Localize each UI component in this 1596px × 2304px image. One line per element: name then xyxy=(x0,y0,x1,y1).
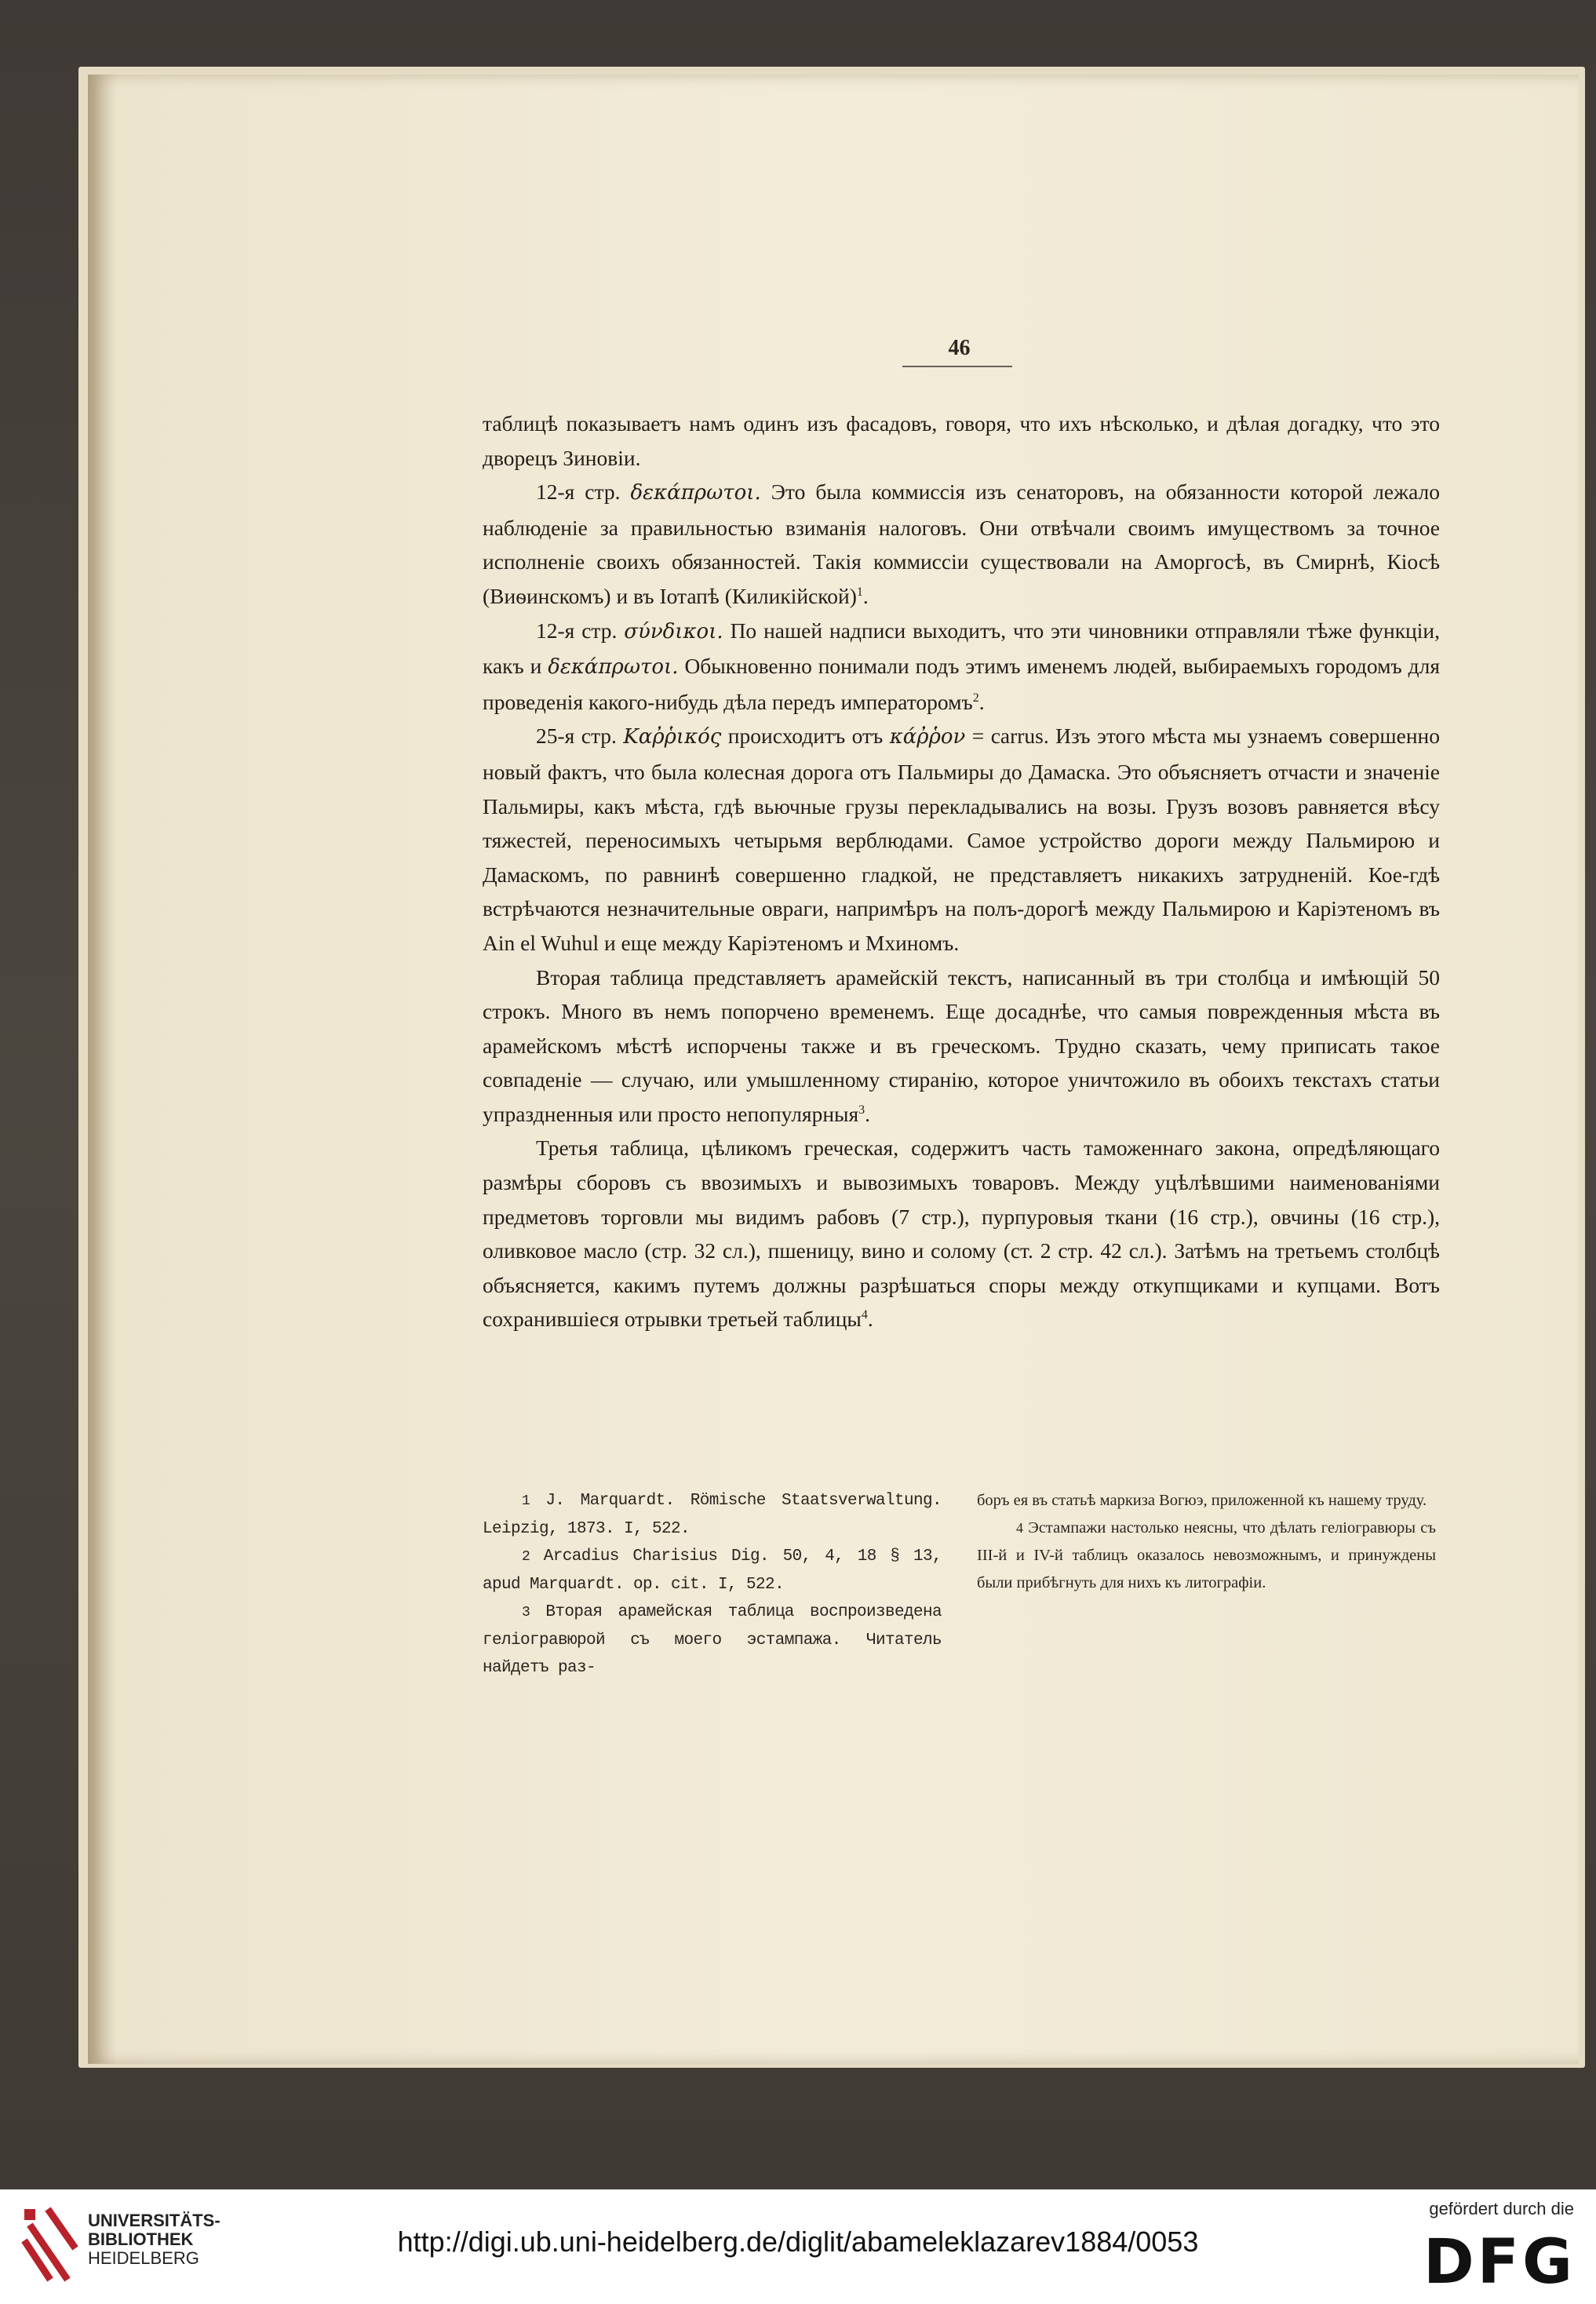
footnote-marker: 4 xyxy=(861,1308,868,1322)
body-paragraph xyxy=(483,475,1440,613)
text-run: 12-я стр. xyxy=(536,479,631,505)
greek-term: δεκάπρωτοι. xyxy=(548,655,679,680)
footnote xyxy=(977,1515,1436,1597)
text-run: Обыкновенно понимали подъ этимъ именемъ людей, выбираемыхъ городомъ для проведенія какого-нибудь дѣла передъ императоромъ xyxy=(483,654,1440,714)
text-run: Вторая таблица представляетъ арамейскій текстъ, написанный въ три столбца и имѣющій 50 строкъ. Много въ немъ попорчено временемъ. Еще досаднѣе, что самыя поврежденныя мѣста въ арамейскомъ мѣстѣ испорчены также и въ греческомъ. Трудно сказать, чему приписать такое совпаденіе — случаю, или умышленному стиранію, которое уничтожило въ обоихъ текстахъ статьи упраздненныя или просто непопулярныя xyxy=(483,964,1440,1126)
library-name-line3: HEIDELBERG xyxy=(88,2248,199,2268)
dfg-logo-icon[interactable]: DFG xyxy=(1423,2227,1576,2298)
text-run: 12-я стр. xyxy=(536,618,625,643)
body-paragraph xyxy=(483,961,1440,1132)
permalink-url[interactable]: http://digi.ub.uni-heidelberg.de/diglit/abameleklazarev1884/0053 xyxy=(397,2226,1199,2258)
footnote-text: Arcadius Charisius Dig. 50, 4, 18 § 13, apud Marquardt. op. cit. I, 522. xyxy=(483,1548,942,1594)
body-paragraph xyxy=(483,406,1440,475)
body-paragraph xyxy=(483,719,1440,960)
text-run: = carrus. Изъ этого мѣста мы узнаемъ совершенно новый фактъ, что была колесная дорога отъ Пальмиры до Дамаска. Это объясняетъ отчасти и значеніе Пальмиры, какъ мѣста, гдѣ вьючные грузы перекладывались на возы. Грузъ возовъ равняется вѣсу тяжестей, переносимыхъ четырьмя верблюдами. Самое устройство дороги между Пальмирою и Дамаскомъ, по равнинѣ совершенно гладкой, не представляетъ никакихъ затрудненій. Кое-гдѣ встрѣчаются незначительные овраги, напримѣръ на полъ-дорогѣ между Пальмирою и Каріэтеномъ въ Ain el Wuhul и еще между Каріэтеномъ и Мхиномъ. xyxy=(483,724,1441,955)
page-number: 46 xyxy=(948,336,971,360)
text-run: По нашей надписи выходитъ, что эти чиновники отправляли тѣже функціи, какъ и xyxy=(483,618,1440,679)
footnote-marker: 2 xyxy=(972,691,979,705)
footnote-marker: 1 xyxy=(856,585,863,599)
footnote xyxy=(483,1487,942,1543)
funding-label: gefördert durch die xyxy=(1429,2199,1574,2218)
text-run: . xyxy=(867,1307,873,1332)
text-run: 25-я стр. xyxy=(536,724,624,749)
greek-term: σύνδικοι. xyxy=(624,619,723,643)
footnote-number: 1 xyxy=(522,1493,530,1509)
footnote-number: 4 xyxy=(1016,1520,1023,1536)
text-run: Третья таблица, цѣликомъ греческая, содержитъ часть таможеннаго закона, опредѣляющаго размѣры сборовъ съ ввозимыхъ и вывозимыхъ товаровъ. Между уцѣлѣвшими наименованіями предметовъ торговли мы видимъ рабовъ (7 стр.), пурпуровыя ткани (16 стр.), овчины (16 стр.), оливковое масло (стр. 32 сл.), пшеницу, вино и солому (ст. 2 стр. 42 сл.). Затѣмъ на третьемъ столбцѣ объясняется, какимъ путемъ должны разрѣшаться споры между откупщиками и купцами. Вотъ сохранившіеся отрывки третьей таблицы xyxy=(483,1136,1440,1332)
footnote-number: 2 xyxy=(522,1549,530,1565)
viewer-footer xyxy=(0,2189,1596,2304)
greek-term: κάῤῥον xyxy=(889,725,966,749)
footnote-text: Вторая арамейская таблица воспроизведена геліогравюрой съ моего эстампажа. Читатель найдетъ раз- xyxy=(483,1603,942,1677)
footnote xyxy=(977,1487,1436,1515)
text-run: Это была коммиссія изъ сенаторовъ, на обязанности которой лежало наблюденіе за правильностью взиманія налоговъ. Они отвѣчали своимъ имуществомъ за точное исполненіе своихъ обязанностей. Такія коммиссіи существовали на Аморгосѣ, въ Смирнѣ, Кіосѣ (Виѳинскомъ) и въ Іотапѣ (Киликійской) xyxy=(483,479,1440,608)
footnote-number: 3 xyxy=(522,1605,530,1620)
text-run: . xyxy=(862,583,869,608)
text-run: . xyxy=(978,689,985,714)
greek-term: δεκάπρωτοι. xyxy=(630,481,761,505)
footnotes-right-column xyxy=(977,1487,1436,1597)
text-run: таблицѣ показываетъ намъ одинъ изъ фасадовъ, говоря, что ихъ нѣсколько, и дѣлая догадку, что это дворецъ Зиновіи. xyxy=(483,411,1440,470)
page-number-rule xyxy=(902,366,1012,367)
footnote-text: боръ ея въ статьѣ маркиза Вогюэ, приложенной къ нашему труду. xyxy=(977,1492,1427,1509)
library-name-line1: UNIVERSITÄTS- xyxy=(88,2211,220,2230)
body-paragraph xyxy=(483,1131,1440,1336)
footnote-marker: 3 xyxy=(858,1103,865,1117)
footnote xyxy=(483,1599,942,1682)
body-text xyxy=(483,406,1440,1336)
footnotes-left-column xyxy=(483,1487,942,1682)
body-paragraph xyxy=(483,614,1440,720)
footnote xyxy=(483,1543,942,1599)
library-name-line2: BIBLIOTHEK xyxy=(88,2229,194,2249)
text-run: . xyxy=(865,1101,871,1126)
text-run: происходитъ отъ xyxy=(721,724,890,749)
footnote-text: Эстампажи настолько неясны, что дѣлать геліогравюры съ III-й и IV-й таблицъ оказалось невозможнымъ, и принуждены были прибѣгнуть для нихъ къ литографіи. xyxy=(977,1519,1436,1591)
footnote-text: J. Marquardt. Römische Staatsverwaltung. Leipzig, 1873. I, 522. xyxy=(483,1492,942,1538)
greek-term: Καῤῥικός xyxy=(623,725,722,749)
